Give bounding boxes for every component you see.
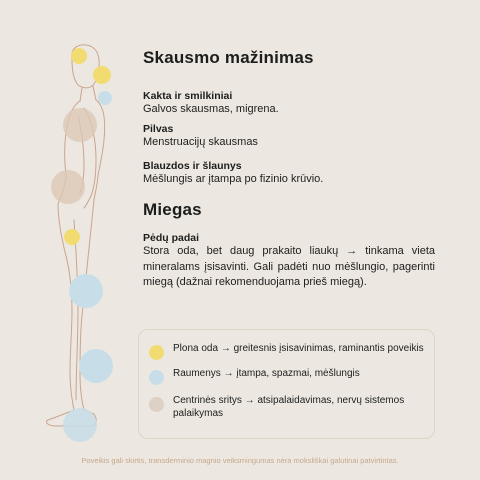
tan-dot-icon [149, 397, 164, 412]
body-figure-illustration [0, 0, 130, 450]
pain-item-title: Kakta ir smilkiniai [143, 90, 233, 102]
pain-item-text: Mėšlungis ar įtampa po fizinio krūvio. [143, 173, 324, 185]
sleep-item-soles [143, 232, 435, 291]
legend-text: Centrinės sritys → atsipalaidavimas, nervų sistemos palaikymas [173, 395, 405, 419]
blue-dot-icon [149, 370, 164, 385]
legend-box [138, 329, 435, 439]
zone-lower-back [51, 170, 85, 204]
sleep-item-title: Pėdų padai [143, 232, 200, 244]
zone-thigh [69, 274, 103, 308]
sleep-item-text: Stora oda, bet daug prakaito liaukų → tinkama vieta mineralams įsisavinti. Gali padėti nuo mėšlungio, pagerinti miegą (dažnai rekomenduojama prieš miegą). [143, 245, 435, 288]
legend-text: Raumenys → įtampa, spazmai, mėšlungis [173, 368, 360, 379]
pain-item-text: Menstruacijų skausmas [143, 136, 258, 148]
pain-item-text: Galvos skausmas, migrena. [143, 103, 279, 115]
zone-temple [93, 66, 111, 84]
pain-item-forehead [143, 90, 435, 116]
yellow-dot-icon [149, 345, 164, 360]
pain-item-title: Pilvas [143, 123, 174, 135]
zones [51, 48, 113, 442]
section-title-sleep: Miegas [143, 200, 202, 219]
zone-abdomen [63, 108, 97, 142]
zone-calf [79, 349, 113, 383]
pain-item-title: Blauzdos ir šlaunys [143, 160, 242, 172]
zone-forehead [71, 48, 87, 64]
zone-wrist [64, 229, 80, 245]
content-column [143, 44, 435, 291]
pain-item-abdomen [143, 123, 435, 149]
zone-neck [98, 91, 112, 105]
legend-text: Plona oda → greitesnis įsisavinimas, raminantis poveikis [173, 343, 424, 354]
zone-foot [63, 408, 97, 442]
section-title-pain-relief: Skausmo mažinimas [143, 48, 314, 67]
legend-item-thin-skin [149, 342, 424, 360]
disclaimer-footer: Poveikis gali skirtis, transderminio magnio veiksmingumas nėra moksliškai galutinai patvirtintas. [81, 456, 399, 465]
legend-item-central [149, 394, 424, 420]
legend-item-muscles [149, 367, 424, 385]
pain-item-legs [143, 160, 435, 186]
